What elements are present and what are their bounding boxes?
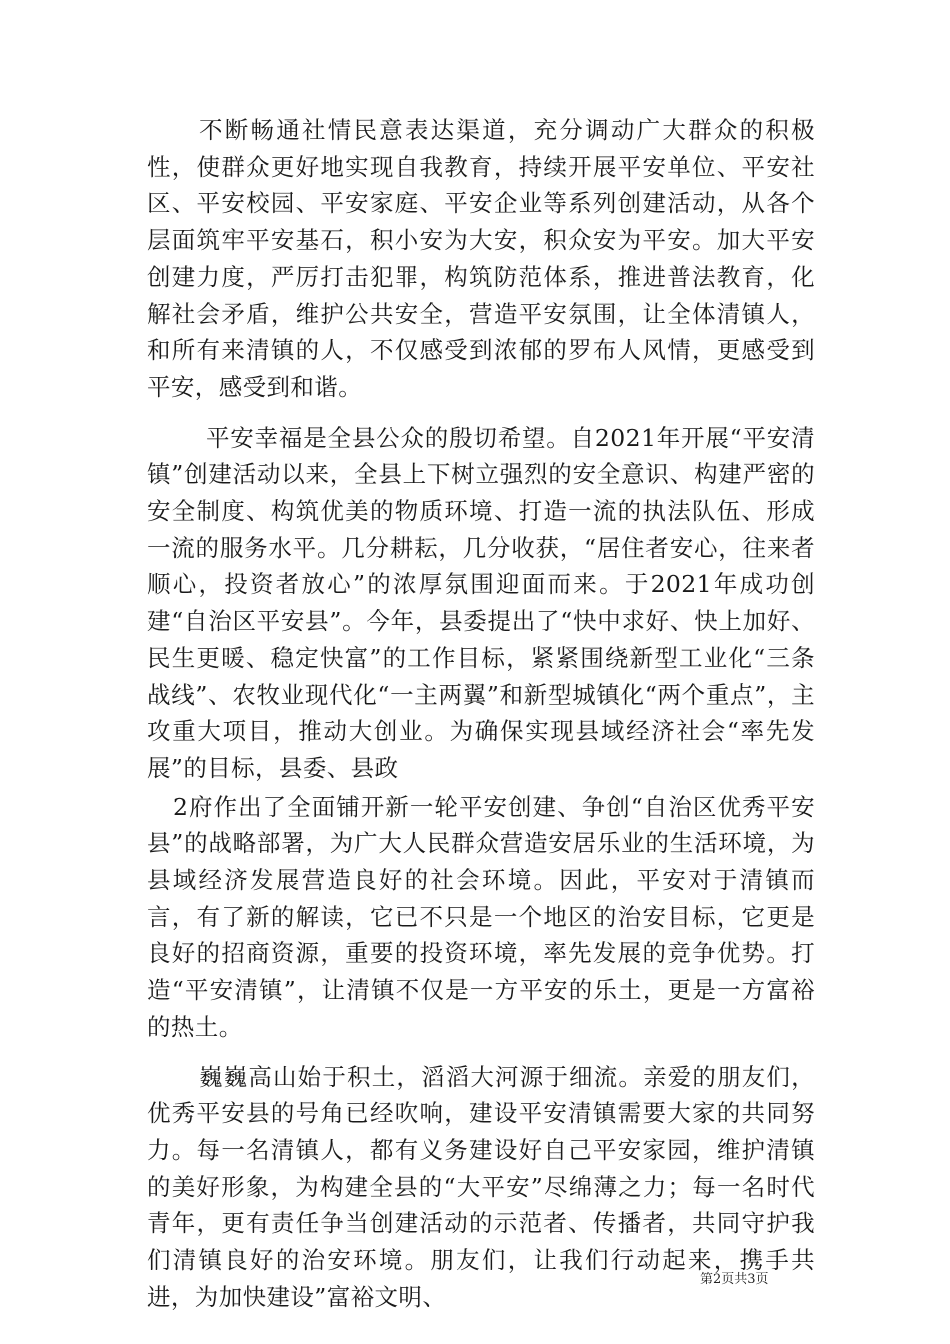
document-body [147, 112, 815, 1316]
paragraph-4: 巍巍高山始于积土，滔滔大河源于细流。亲爱的朋友们，优秀平安县的号角已经吹响，建设平安清镇需要大家的共同努力。每一名清镇人，都有义务建设好自己平安家园，维护清镇的美好形象，为构建全县的“大平安”尽绵薄之力；每一名时代青年，更有责任争当创建活动的示范者、传播者，共同守护我们清镇良好的治安环境。朋友们，让我们行动起来，携手共进，为加快建设”富裕文明、 [147, 1062, 815, 1311]
paragraph-2: 平安幸福是全县公众的殷切希望。自2021年开展“平安清镇”创建活动以来，全县上下树立强烈的安全意识、构建严密的安全制度、构筑优美的物质环境、打造一流的执法队伍、形成一流的服务水平。几分耕耘，几分收获，“居住者安心，往来者顺心，投资者放心”的浓厚氛围迎面而来。于2021年成功创建“自治区平安县”。今年，县委提出了“快中求好、快上加好、民生更暖、稳定快富”的工作目标，紧紧围绕新型工业化“三条战线”、农牧业现代化“一主两翼”和新型城镇化“两个重点”，主攻重大项目，推动大创业。为确保实现县域经济社会“率先发展”的目标，县委、县政 [147, 423, 815, 782]
paragraph-3: 2府作出了全面铺开新一轮平安创建、争创“自治区优秀平安县”的战略部署，为广大人民群众营造安居乐业的生活环境，为县域经济发展营造良好的社会环境。因此，平安对于清镇而言，有了新的解读，它已不只是一个地区的治安目标，它更是良好的招商资源，重要的投资环境，率先发展的竞争优势。打造“平安清镇”，让清镇不仅是一方平安的乐土，更是一方富裕的热土。 [147, 792, 815, 1041]
page-number-footer: 第2页共3页 [700, 1272, 769, 1287]
paragraph-1: 不断畅通社情民意表达渠道，充分调动广大群众的积极性，使群众更好地实现自我教育，持续开展平安单位、平安社区、平安校园、平安家庭、平安企业等系列创建活动，从各个层面筑牢平安基石，积小安为大安，积众安为平安。加大平安创建力度，严厉打击犯罪，构筑防范体系，推进普法教育，化解社会矛盾，维护公共安全，营造平安氛围，让全体清镇人，和所有来清镇的人，不仅感受到浓郁的罗布人风情，更感受到平安，感受到和谐。 [147, 116, 815, 401]
